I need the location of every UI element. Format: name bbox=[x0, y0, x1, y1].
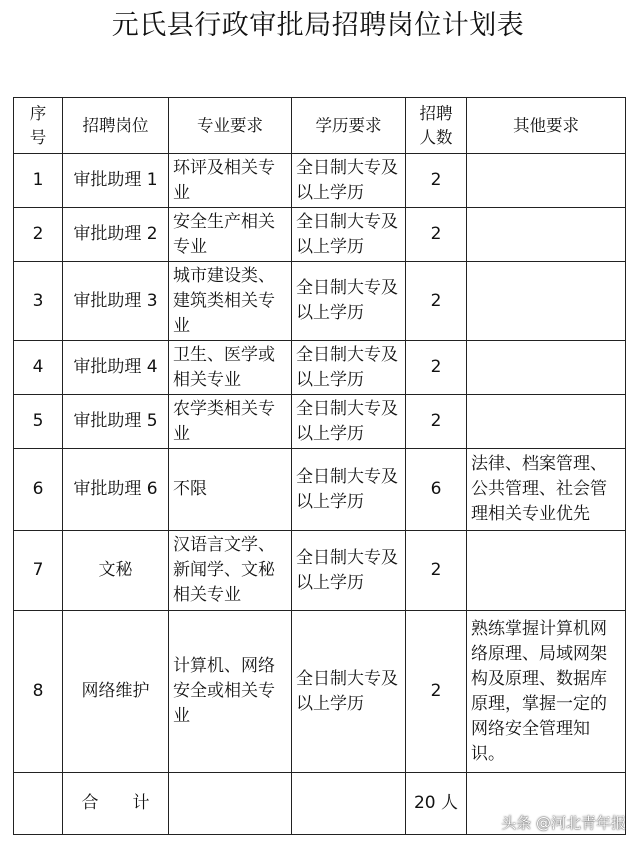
cell-other bbox=[467, 154, 626, 208]
cell-position: 审批助理 3 bbox=[63, 262, 169, 341]
table-row bbox=[14, 611, 626, 773]
cell-seq: 2 bbox=[14, 208, 63, 262]
header-major: 专业要求 bbox=[169, 98, 292, 154]
cell-count: 2 bbox=[406, 208, 467, 262]
table-row bbox=[14, 208, 626, 262]
header-position: 招聘岗位 bbox=[63, 98, 169, 154]
cell-major: 城市建设类、建筑类相关专业 bbox=[169, 262, 292, 341]
cell-position: 审批助理 6 bbox=[63, 449, 169, 531]
cell-other: 熟练掌握计算机网络原理、局域网架构及原理、数据库原理，掌握一定的网络安全管理知识。 bbox=[467, 611, 626, 773]
cell-other bbox=[467, 208, 626, 262]
cell-major: 计算机、网络安全或相关专业 bbox=[169, 611, 292, 773]
cell-education: 全日制大专及以上学历 bbox=[292, 262, 406, 341]
cell-education: 全日制大专及以上学历 bbox=[292, 449, 406, 531]
cell-other bbox=[467, 395, 626, 449]
header-count: 招聘人数 bbox=[406, 98, 467, 154]
cell-count: 2 bbox=[406, 341, 467, 395]
cell-education: 全日制大专及以上学历 bbox=[292, 341, 406, 395]
cell-count: 2 bbox=[406, 154, 467, 208]
cell-count: 2 bbox=[406, 611, 467, 773]
cell-position: 网络维护 bbox=[63, 611, 169, 773]
cell-count: 2 bbox=[406, 531, 467, 611]
watermark: 头条 @河北青年报 bbox=[501, 814, 626, 832]
cell-seq: 4 bbox=[14, 341, 63, 395]
cell-empty bbox=[292, 773, 406, 835]
header-seq: 序号 bbox=[14, 98, 63, 154]
cell-education: 全日制大专及以上学历 bbox=[292, 531, 406, 611]
cell-seq: 1 bbox=[14, 154, 63, 208]
cell-major: 农学类相关专业 bbox=[169, 395, 292, 449]
cell-count: 2 bbox=[406, 395, 467, 449]
cell-other bbox=[467, 531, 626, 611]
cell-position: 审批助理 5 bbox=[63, 395, 169, 449]
cell-count: 6 bbox=[406, 449, 467, 531]
total-count: 20 人 bbox=[406, 773, 467, 835]
cell-seq-empty bbox=[14, 773, 63, 835]
cell-seq: 7 bbox=[14, 531, 63, 611]
page-title: 元氏县行政审批局招聘岗位计划表 bbox=[111, 10, 525, 41]
table-row bbox=[14, 395, 626, 449]
cell-education: 全日制大专及以上学历 bbox=[292, 154, 406, 208]
header-education: 学历要求 bbox=[292, 98, 406, 154]
cell-empty bbox=[169, 773, 292, 835]
cell-other bbox=[467, 341, 626, 395]
cell-seq: 5 bbox=[14, 395, 63, 449]
cell-major: 卫生、医学或相关专业 bbox=[169, 341, 292, 395]
cell-position: 审批助理 2 bbox=[63, 208, 169, 262]
cell-major: 环评及相关专业 bbox=[169, 154, 292, 208]
cell-major: 不限 bbox=[169, 449, 292, 531]
cell-other bbox=[467, 262, 626, 341]
cell-seq: 8 bbox=[14, 611, 63, 773]
table-row bbox=[14, 449, 626, 531]
cell-position: 文秘 bbox=[63, 531, 169, 611]
table-row bbox=[14, 341, 626, 395]
cell-seq: 3 bbox=[14, 262, 63, 341]
cell-education: 全日制大专及以上学历 bbox=[292, 395, 406, 449]
cell-count: 2 bbox=[406, 262, 467, 341]
cell-education: 全日制大专及以上学历 bbox=[292, 208, 406, 262]
cell-major: 安全生产相关专业 bbox=[169, 208, 292, 262]
cell-seq: 6 bbox=[14, 449, 63, 531]
total-label: 合 计 bbox=[63, 773, 169, 835]
table-row bbox=[14, 531, 626, 611]
table-header-row bbox=[14, 98, 626, 154]
recruitment-table bbox=[13, 97, 626, 835]
cell-other: 法律、档案管理、公共管理、社会管理相关专业优先 bbox=[467, 449, 626, 531]
table-row bbox=[14, 262, 626, 341]
header-other: 其他要求 bbox=[467, 98, 626, 154]
cell-education: 全日制大专及以上学历 bbox=[292, 611, 406, 773]
cell-position: 审批助理 1 bbox=[63, 154, 169, 208]
table-row bbox=[14, 154, 626, 208]
cell-major: 汉语言文学、新闻学、文秘相关专业 bbox=[169, 531, 292, 611]
cell-position: 审批助理 4 bbox=[63, 341, 169, 395]
